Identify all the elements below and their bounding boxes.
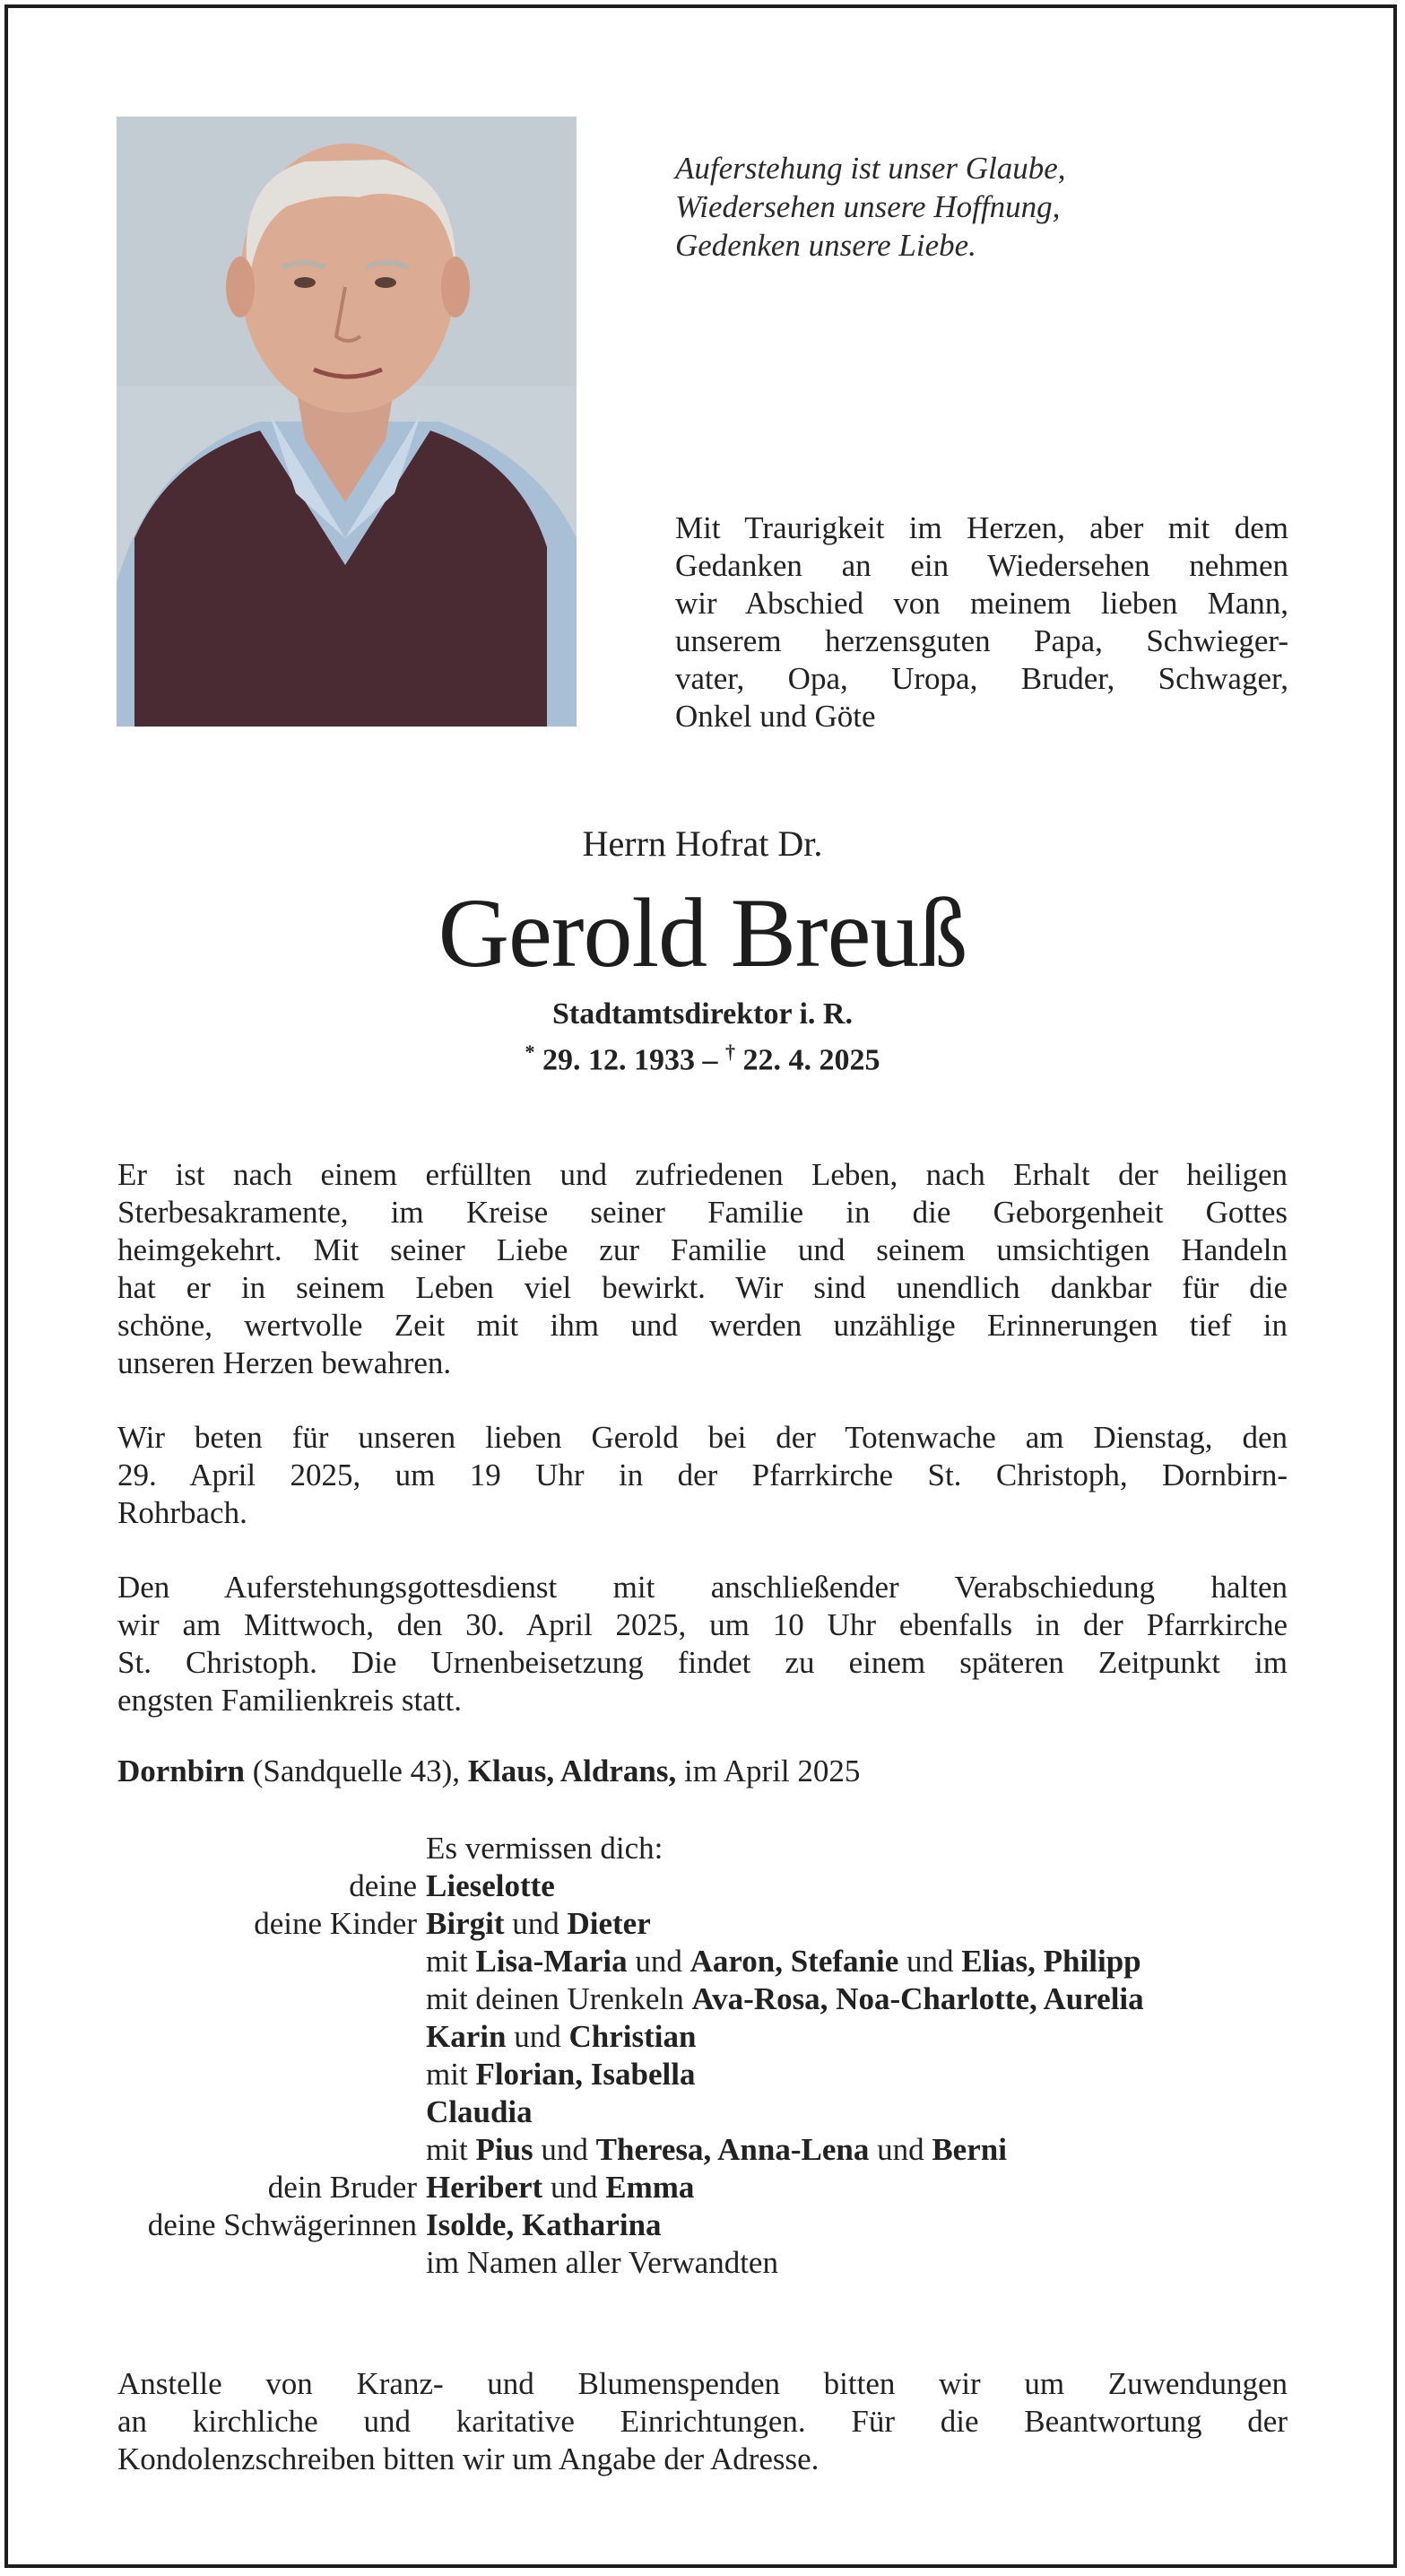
mourner-names	[426, 2206, 662, 2244]
mourner-relation: dein Bruder	[267, 2170, 417, 2205]
birth-symbol: *	[525, 1040, 535, 1063]
mourner-name: Aaron, Stefanie	[689, 1944, 899, 1979]
closing-line: Kondolenzschreiben bitten wir um Angabe der Adresse.	[117, 2441, 820, 2476]
paragraph-line: schöne, wertvolle Zeit mit ihm und werden unzählige Erinnerungen tief in	[117, 1308, 1288, 1343]
address: (Sandquelle 43),	[244, 1754, 468, 1788]
place-dornbirn: Dornbirn	[117, 1754, 245, 1788]
mourner-connector: und	[627, 1944, 690, 1979]
mourner-name: Lisa-Maria	[475, 1944, 628, 1979]
mourner-row	[0, 2206, 1405, 2244]
mourner-name: Christian	[568, 2019, 697, 2054]
mourner-connector: mit	[426, 2057, 476, 2092]
quote-verse	[675, 149, 1303, 265]
paragraph-line: engsten Familienkreis statt.	[117, 1683, 462, 1718]
mourner-names	[426, 2131, 1007, 2169]
mourner-rows	[0, 1867, 1405, 2282]
quote-line: Wiedersehen unsere Hoffnung,	[675, 189, 1061, 224]
mourner-name: Ava-Rosa, Noa-Charlotte, Aurelia	[691, 1981, 1144, 2016]
paragraph-vigil	[117, 1419, 1288, 1532]
portrait-photo	[117, 117, 577, 727]
mourners-heading: Es vermissen dich:	[426, 1831, 663, 1866]
month-year: im April 2025	[676, 1754, 861, 1788]
mourner-names	[426, 1905, 651, 1943]
mourner-connector: und	[542, 2170, 606, 2205]
quote-line: Gedenken unsere Liebe.	[675, 228, 976, 263]
job-title: Stadtamtsdirektor i. R.	[552, 997, 853, 1031]
closing-text	[117, 2365, 1288, 2478]
places-date-line	[117, 1754, 860, 1789]
paragraph-service	[117, 1569, 1288, 1719]
intro-text	[675, 509, 1288, 735]
mourner-name: Theresa, Anna-Lena	[595, 2132, 870, 2167]
mourner-name: Birgit	[426, 1906, 505, 1941]
mourner-name: Dieter	[567, 1906, 651, 1941]
mourner-connector: und	[504, 1906, 568, 1941]
mourner-relation	[0, 2093, 426, 2131]
mourner-name: Pius	[475, 2132, 533, 2167]
closing-line: an kirchliche und karitative Einrichtungen. Für die Beantwortung der	[117, 2404, 1288, 2439]
mourner-names	[426, 2056, 695, 2093]
paragraph-line: Rohrbach.	[117, 1495, 247, 1530]
mourner-connector: mit	[426, 2132, 476, 2167]
portrait-illustration	[117, 117, 577, 727]
deceased-name: Gerold Breuß	[438, 878, 967, 988]
paragraph-line: hat er in seinem Leben viel bewirkt. Wir sind unendlich dankbar für die	[117, 1270, 1288, 1305]
paragraph-line: wir am Mittwoch, den 30. April 2025, um 10 Uhr ebenfalls in der Pfarrkirche	[117, 1607, 1288, 1642]
paragraph-line: Sterbesakramente, im Kreise seiner Familie in die Geborgenheit Gottes	[117, 1195, 1288, 1230]
intro-line: Onkel und Göte	[675, 699, 876, 734]
mourner-row	[0, 2169, 1405, 2206]
quote-line: Auferstehung ist unser Glaube,	[675, 151, 1066, 186]
mourner-name: Isolde, Katharina	[426, 2207, 662, 2242]
mourner-row	[0, 2244, 1405, 2282]
salutation: Herrn Hofrat Dr.	[582, 823, 823, 864]
mourner-name: Heribert	[426, 2170, 543, 2205]
mourner-connector: und	[869, 2132, 932, 2167]
mourner-row	[0, 1980, 1405, 2018]
mourner-names	[426, 2018, 696, 2056]
place-klaus-aldrans: Klaus, Aldrans,	[467, 1754, 677, 1788]
mourner-relation	[0, 1943, 426, 1980]
mourners-heading-row	[0, 1830, 1405, 1867]
mourner-name: Claudia	[426, 2094, 533, 2129]
mourner-row	[0, 1867, 1405, 1905]
mourner-row	[0, 2056, 1405, 2093]
mourner-relation: deine Schwägerinnen	[147, 2207, 417, 2242]
mourner-row	[0, 2131, 1405, 2169]
life-dates	[0, 1033, 1405, 1079]
mourner-row	[0, 2093, 1405, 2131]
mourner-relation: deine Kinder	[254, 1906, 417, 1941]
date-separator: –	[702, 1043, 718, 1077]
mourner-row	[0, 1905, 1405, 1943]
paragraph-line: heimgekehrt. Mit seiner Liebe zur Familie und seinem umsichtigen Handeln	[117, 1232, 1288, 1267]
mourner-names	[426, 2244, 778, 2282]
mourner-names	[426, 1867, 555, 1905]
mourner-name: Florian, Isabella	[475, 2057, 696, 2092]
mourner-relation: deine	[349, 1868, 417, 1903]
death-date: 22. 4. 2025	[742, 1043, 880, 1077]
mourner-name: Karin	[426, 2019, 507, 2054]
mourner-relation	[0, 2131, 426, 2169]
mourner-row	[0, 2018, 1405, 2056]
mourner-connector: im Namen aller Verwandten	[426, 2245, 778, 2280]
intro-line: Gedanken an ein Wiedersehen nehmen	[675, 548, 1288, 583]
mourner-connector: und	[533, 2132, 596, 2167]
mourner-row	[0, 1943, 1405, 1980]
mourners-list	[0, 1830, 1405, 2282]
mourner-name: Lieselotte	[426, 1868, 555, 1903]
mourner-name: Emma	[605, 2170, 695, 2205]
mourner-names	[426, 2093, 533, 2131]
mourner-names	[426, 1980, 1144, 2018]
paragraph-line: 29. April 2025, um 19 Uhr in der Pfarrkirche St. Christoph, Dornbirn-	[117, 1458, 1288, 1493]
closing-line: Anstelle von Kranz- und Blumenspenden bitten wir um Zuwendungen	[117, 2366, 1288, 2401]
mourner-name: Berni	[932, 2132, 1007, 2167]
intro-line: unserem herzensguten Papa, Schwieger-	[675, 623, 1288, 658]
paragraph-line: Den Auferstehungsgottesdienst mit anschließender Verabschiedung halten	[117, 1570, 1288, 1605]
intro-line: vater, Opa, Uropa, Bruder, Schwager,	[675, 661, 1288, 696]
paragraph-life	[117, 1156, 1288, 1382]
mourner-connector: und	[506, 2019, 569, 2054]
mourner-relation	[0, 2018, 426, 2056]
mourner-relation	[0, 1980, 426, 2018]
paragraph-line: Wir beten für unseren lieben Gerold bei der Totenwache am Dienstag, den	[117, 1420, 1288, 1455]
paragraph-line: unseren Herzen bewahren.	[117, 1345, 452, 1380]
intro-line: Mit Traurigkeit im Herzen, aber mit dem	[675, 510, 1288, 545]
mourner-relation	[0, 2056, 426, 2093]
mourner-name: Elias, Philipp	[961, 1944, 1141, 1979]
intro-line: wir Abschied von meinem lieben Mann,	[675, 586, 1288, 621]
paragraph-line: Er ist nach einem erfüllten und zufriedenen Leben, nach Erhalt der heiligen	[117, 1157, 1288, 1192]
paragraph-line: St. Christoph. Die Urnenbeisetzung findet zu einem späteren Zeitpunkt im	[117, 1645, 1288, 1680]
birth-date: 29. 12. 1933	[542, 1043, 695, 1077]
mourner-connector: mit deinen Urenkeln	[426, 1981, 692, 2016]
mourner-connector: und	[898, 1944, 962, 1979]
mourner-connector: mit	[426, 1944, 476, 1979]
mourner-names	[426, 2169, 694, 2206]
mourner-relation	[0, 2244, 426, 2282]
mourner-names	[426, 1943, 1141, 1980]
death-symbol: †	[725, 1040, 735, 1063]
